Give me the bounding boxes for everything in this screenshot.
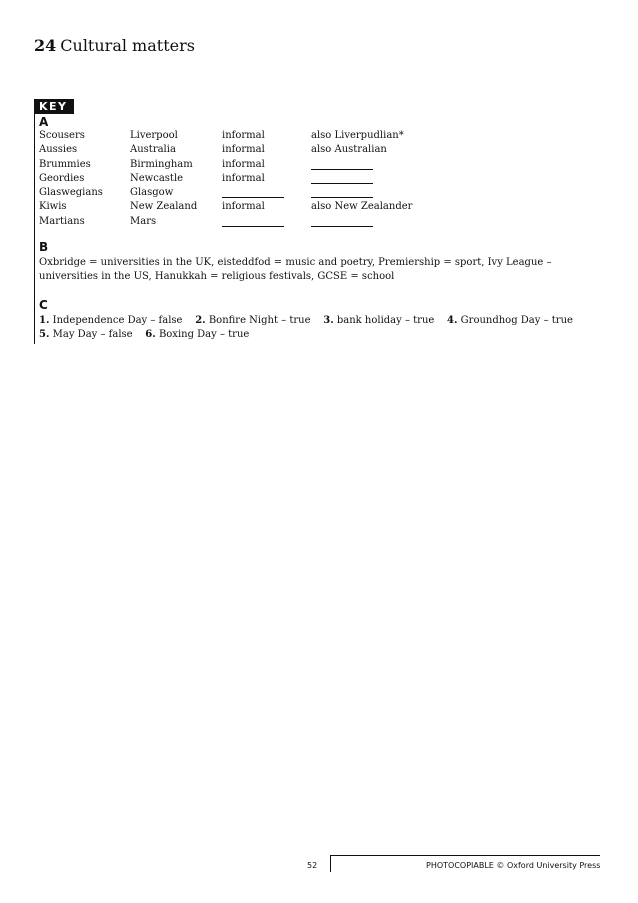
section-b-text: Oxbridge = universities in the UK, eisteddfod = music and poetry, Premiership = sport, Ivy League – universities in the US, Hanukkah = religious festivals, GCSE = school	[39, 257, 552, 282]
unit-title: Cultural matters	[60, 36, 195, 55]
blank-line	[311, 158, 373, 170]
table-cell-place: New Zealand	[130, 201, 198, 213]
section-c-letter: C	[39, 298, 48, 312]
answer-item: 3. bank holiday – true	[323, 315, 435, 326]
table-cell-place: Birmingham	[130, 158, 193, 170]
table-cell-register: informal	[222, 130, 265, 141]
table-cell-register: informal	[222, 201, 265, 213]
answer-item: 1. Independence Day – false	[39, 315, 183, 326]
table-cell-nickname: Scousers	[39, 130, 85, 141]
page-number: 52	[307, 861, 318, 870]
table-cell-nickname: Geordies	[39, 172, 85, 184]
answer-key-box	[34, 112, 605, 344]
nicknames-table	[39, 129, 431, 229]
footer-divider	[330, 855, 331, 872]
section-c-answers	[39, 314, 609, 342]
table-cell-also-blank	[311, 172, 431, 186]
table-cell-nickname: Kiwis	[39, 201, 67, 213]
copyright-notice: PHOTOCOPIABLE © Oxford University Press	[426, 861, 601, 870]
table-cell-place: Mars	[130, 215, 157, 227]
blank-line	[311, 186, 373, 198]
blank-line	[311, 215, 373, 227]
answer-item: 2. Bonfire Night – true	[195, 315, 311, 326]
answer-item: 5. May Day – false	[39, 329, 133, 340]
page-title	[34, 36, 195, 55]
blank-line	[222, 215, 284, 227]
table-cell-also-blank	[311, 158, 431, 172]
table-cell-nickname: Aussies	[39, 144, 78, 156]
unit-number: 24	[34, 36, 57, 55]
table-cell-nickname: Glaswegians	[39, 187, 103, 199]
table-cell-register-blank	[222, 215, 311, 229]
table-cell-also: also Australian	[311, 144, 387, 156]
table-cell-also-blank	[311, 186, 431, 200]
table-cell-also: also New Zealander	[311, 201, 413, 213]
table-cell-register: informal	[222, 172, 265, 184]
table-cell-place: Glasgow	[130, 187, 174, 199]
table-cell-place: Liverpool	[130, 130, 178, 141]
table-cell-nickname: Martians	[39, 215, 85, 227]
table-cell-register-blank	[222, 186, 311, 200]
table-cell-register: informal	[222, 144, 265, 156]
table-cell-place: Australia	[130, 144, 176, 156]
footer-rule	[330, 855, 600, 856]
table-cell-place: Newcastle	[130, 172, 184, 184]
answer-item: 4. Groundhog Day – true	[447, 315, 573, 326]
blank-line	[311, 172, 373, 184]
table-cell-also-blank	[311, 215, 431, 229]
table-cell-register: informal	[222, 158, 265, 170]
key-badge: KEY	[34, 99, 74, 114]
section-b-letter: B	[39, 240, 49, 254]
table-cell-also: also Liverpudlian*	[311, 130, 404, 141]
table-cell-nickname: Brummies	[39, 158, 91, 170]
answer-item: 6. Boxing Day – true	[145, 329, 250, 340]
blank-line	[222, 186, 284, 198]
section-a-letter: A	[39, 115, 49, 129]
